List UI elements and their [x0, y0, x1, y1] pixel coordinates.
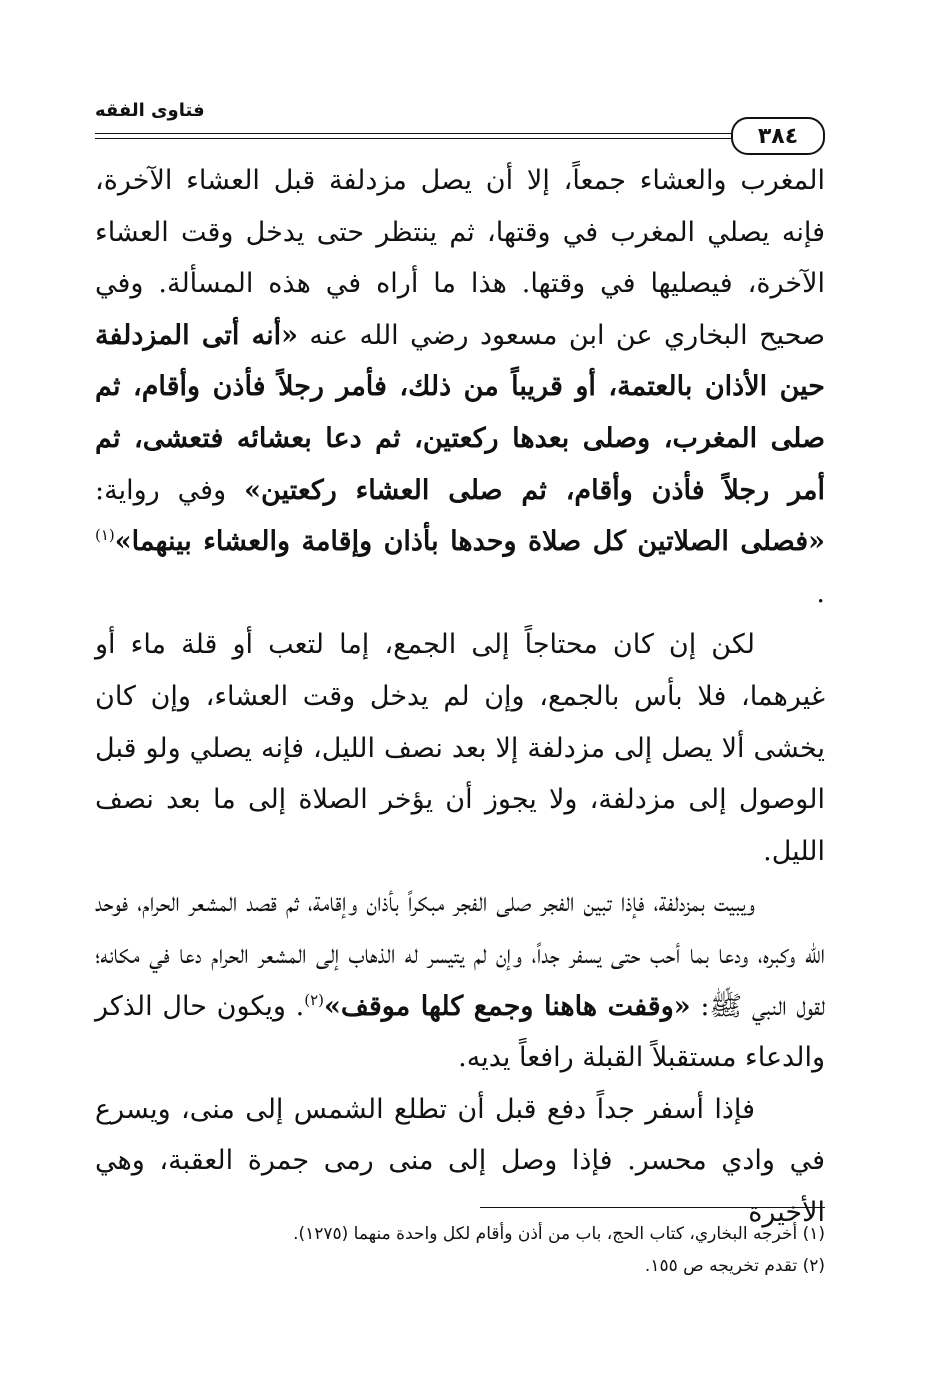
page-number: ٣٨٤ [731, 117, 825, 155]
paragraph-4: فإذا أسفر جداً دفع قبل أن تطلع الشمس إلى منى، ويسرع في وادي محسر. فإذا وصل إلى منى رمى جمرة العقبة، وهي الأخيرة [95, 1093, 825, 1228]
paragraph-1-text: المغرب والعشاء جمعاً، إلا أن يصل مزدلفة قبل العشاء الآخرة، فإنه يصلي المغرب في وقتها، ثم ينتظر حتى يدخل وقت العشاء الآخرة، فيصليها في وقتها. هذا ما أراه في هذه المسألة. وفي صحيح البخاري عن ابن مسعود رضي الله عنه [95, 165, 826, 351]
hadith-quote-2: «فصلى الصلاتين كل صلاة وحدها بأذان وإقامة والعشاء بينهما» [114, 526, 825, 558]
book-title: فتاوى الفقه [95, 100, 205, 121]
narration-label: وفي رواية: [95, 474, 227, 506]
footnote-separator [480, 1207, 825, 1208]
footnote-marker-2: (٢) [304, 990, 325, 1009]
header-rule [95, 133, 735, 134]
paragraph-3-end: . ويكون حال الذكر والدعاء مستقبلاً القبلة رافعاً يديه. [95, 990, 825, 1074]
main-text [95, 155, 825, 1238]
footnote-1: (١) أخرجه البخاري، كتاب الحج، باب من أذن وأقام لكل واحدة منهما (١٢٧٥). [293, 1224, 825, 1244]
page-header [95, 100, 825, 148]
paragraph-1 [95, 155, 825, 619]
footnotes [95, 1218, 825, 1282]
paragraph-2: لكن إن كان محتاجاً إلى الجمع، إما لتعب أو قلة ماء أو غيرهما، فلا بأس بالجمع، وإن لم يدخل وقت العشاء، وإن كان يخشى ألا يصل إلى مزدلفة إلا بعد نصف الليل، فإنه يصلي ولو قبل الوصول إلى مزدلفة، ولا يجوز أن يؤخر الصلاة إلى ما بعد نصف الليل. [95, 629, 825, 867]
paragraph-3 [95, 877, 825, 1083]
footnote-marker-1: (١) [95, 526, 115, 545]
hadith-quote-3: «وقفت هاهنا وجمع كلها موقف» [324, 990, 691, 1022]
hadith-quote-1: «أنه أتى المزدلفة حين الأذان بالعتمة، أو قريباً من ذلك، فأمر رجلاً فأذن وأقام، ثم صلى المغرب، وصلى بعدها ركعتين، ثم دعا بعشائه فتعشى، ثم أمر رجلاً فأذن وأقام، ثم صلى العشاء ركعتين» [95, 319, 825, 506]
header-rule-thin [95, 138, 735, 139]
paragraph-3-text: ويبيت بمزدلفة، فإذا تبين الفجر صلى الفجر مبكراً بأذان وإقامة، ثم قصد المشعر الحرام، فوحد الله وكبره، ودعا بما أحب حتى يسفر جداً، وإن لم يتيسر له الذهاب إلى المشعر الحرام دعا في مكانه؛ لقول النبي ﷺ: [95, 887, 825, 1022]
footnote-2: (٢) تقدم تخريجه ص ١٥٥. [644, 1256, 825, 1276]
paragraph-1-end: . [816, 577, 825, 609]
